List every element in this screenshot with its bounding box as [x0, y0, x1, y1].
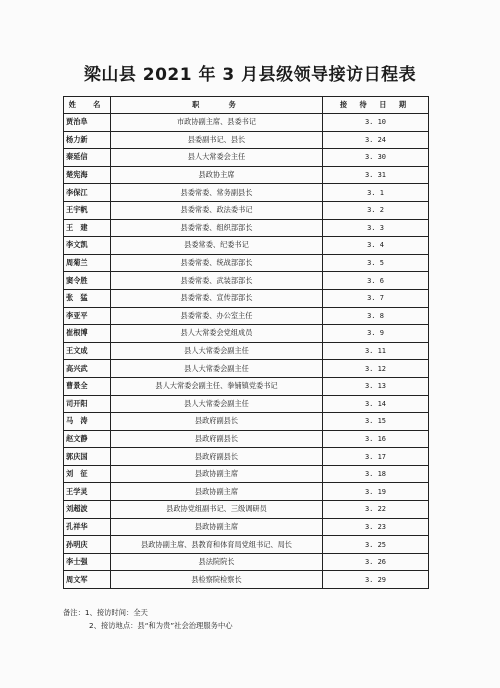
- header-name: 姓 名: [64, 97, 111, 114]
- date-cell: 3. 7: [323, 289, 429, 307]
- document-title: 梁山县 2021 年 3 月县级领导接访日程表: [83, 65, 417, 85]
- name-cell: 高兴武: [64, 360, 111, 378]
- name-cell: 窦令胜: [64, 272, 111, 290]
- note-line-2: 2、接访地点：县“和为贵”社会治理服务中心: [89, 621, 233, 630]
- date-cell: 3. 22: [323, 501, 429, 519]
- table-row: [64, 395, 429, 413]
- name-cell: 曹景全: [64, 377, 111, 395]
- date-cell: 3. 1: [323, 184, 429, 202]
- name-cell: 王 建: [64, 219, 111, 237]
- name-cell: 郭庆国: [64, 448, 111, 466]
- table-row: [64, 219, 429, 237]
- name-cell: 张 猛: [64, 289, 111, 307]
- notes: [63, 606, 233, 632]
- date-cell: 3. 14: [323, 395, 429, 413]
- table-row: [64, 254, 429, 272]
- table-row: [64, 518, 429, 536]
- position-cell: 县委常委、统战部部长: [111, 254, 323, 272]
- table-row: [64, 448, 429, 466]
- position-cell: 县委常委、武装部部长: [111, 272, 323, 290]
- name-cell: 刘超波: [64, 501, 111, 519]
- table-row: [64, 114, 429, 132]
- date-cell: 3. 5: [323, 254, 429, 272]
- date-cell: 3. 8: [323, 307, 429, 325]
- position-cell: 县人大常委会副主任: [111, 342, 323, 360]
- name-cell: 崔根博: [64, 325, 111, 343]
- date-cell: 3. 13: [323, 377, 429, 395]
- position-cell: 县政协党组副书记、三级调研员: [111, 501, 323, 519]
- name-cell: 楚宪海: [64, 166, 111, 184]
- name-cell: 秦延信: [64, 149, 111, 167]
- table-row: [64, 571, 429, 589]
- name-cell: 王学灵: [64, 483, 111, 501]
- name-cell: 李文凯: [64, 237, 111, 255]
- name-cell: 孔祥华: [64, 518, 111, 536]
- date-cell: 3. 9: [323, 325, 429, 343]
- date-cell: 3. 17: [323, 448, 429, 466]
- date-cell: 3. 6: [323, 272, 429, 290]
- name-cell: 孙明庆: [64, 536, 111, 554]
- name-cell: 李士强: [64, 553, 111, 571]
- table-row: [64, 483, 429, 501]
- position-cell: 县委常委、宣传部部长: [111, 289, 323, 307]
- table-row: [64, 536, 429, 554]
- date-cell: 3. 12: [323, 360, 429, 378]
- note-line-1: 备注：1、接访时间：全天: [63, 608, 148, 617]
- date-cell: 3. 10: [323, 114, 429, 132]
- name-cell: 司开阳: [64, 395, 111, 413]
- date-cell: 3. 26: [323, 553, 429, 571]
- schedule-table: [63, 96, 429, 589]
- header-date: 接 待 日 期: [323, 97, 429, 114]
- position-cell: 县人大常委会主任: [111, 149, 323, 167]
- table-row: [64, 377, 429, 395]
- position-cell: 县委常委、办公室主任: [111, 307, 323, 325]
- date-cell: 3. 16: [323, 430, 429, 448]
- table-row: [64, 342, 429, 360]
- table-row: [64, 413, 429, 431]
- position-cell: 县人大常委会副主任、拳铺镇党委书记: [111, 377, 323, 395]
- table-body: [64, 114, 429, 589]
- table-row: [64, 307, 429, 325]
- position-cell: 市政协副主席、县委书记: [111, 114, 323, 132]
- date-cell: 3. 18: [323, 465, 429, 483]
- table-row: [64, 166, 429, 184]
- table-row: [64, 325, 429, 343]
- name-cell: 贾治阜: [64, 114, 111, 132]
- table-row: [64, 201, 429, 219]
- date-cell: 3. 4: [323, 237, 429, 255]
- date-cell: 3. 2: [323, 201, 429, 219]
- date-cell: 3. 31: [323, 166, 429, 184]
- name-cell: 赵文静: [64, 430, 111, 448]
- position-cell: 县委副书记、县长: [111, 131, 323, 149]
- table-row: [64, 553, 429, 571]
- position-cell: 县委常委、常务副县长: [111, 184, 323, 202]
- position-cell: 县委常委、政法委书记: [111, 201, 323, 219]
- name-cell: 刘 征: [64, 465, 111, 483]
- position-cell: 县委常委、纪委书记: [111, 237, 323, 255]
- name-cell: 王文成: [64, 342, 111, 360]
- table-row: [64, 131, 429, 149]
- table-row: [64, 289, 429, 307]
- name-cell: 周菊兰: [64, 254, 111, 272]
- name-cell: 马 涛: [64, 413, 111, 431]
- position-cell: 县政协副主席: [111, 518, 323, 536]
- date-cell: 3. 29: [323, 571, 429, 589]
- table-row: [64, 465, 429, 483]
- table-row: [64, 501, 429, 519]
- date-cell: 3. 15: [323, 413, 429, 431]
- position-cell: 县政协副主席: [111, 465, 323, 483]
- position-cell: 县政府副县长: [111, 430, 323, 448]
- table-row: [64, 430, 429, 448]
- table-row: [64, 360, 429, 378]
- name-cell: 王宇帆: [64, 201, 111, 219]
- date-cell: 3. 23: [323, 518, 429, 536]
- table-row: [64, 237, 429, 255]
- position-cell: 县人大常委会副主任: [111, 395, 323, 413]
- name-cell: 李亚平: [64, 307, 111, 325]
- name-cell: 周文军: [64, 571, 111, 589]
- date-cell: 3. 24: [323, 131, 429, 149]
- table-row: [64, 184, 429, 202]
- table-row: [64, 149, 429, 167]
- table-row: [64, 272, 429, 290]
- table-header-row: [64, 97, 429, 114]
- position-cell: 县政府副县长: [111, 413, 323, 431]
- position-cell: 县政府副县长: [111, 448, 323, 466]
- header-position: 职 务: [111, 97, 323, 114]
- position-cell: 县人大常委会党组成员: [111, 325, 323, 343]
- date-cell: 3. 25: [323, 536, 429, 554]
- position-cell: 县政协副主席、县教育和体育局党组书记、局长: [111, 536, 323, 554]
- position-cell: 县委常委、组织部部长: [111, 219, 323, 237]
- position-cell: 县政协副主席: [111, 483, 323, 501]
- position-cell: 县人大常委会副主任: [111, 360, 323, 378]
- name-cell: 杨力新: [64, 131, 111, 149]
- position-cell: 县政协主席: [111, 166, 323, 184]
- date-cell: 3. 11: [323, 342, 429, 360]
- date-cell: 3. 19: [323, 483, 429, 501]
- position-cell: 县法院院长: [111, 553, 323, 571]
- name-cell: 李保江: [64, 184, 111, 202]
- date-cell: 3. 3: [323, 219, 429, 237]
- position-cell: 县检察院检察长: [111, 571, 323, 589]
- date-cell: 3. 30: [323, 149, 429, 167]
